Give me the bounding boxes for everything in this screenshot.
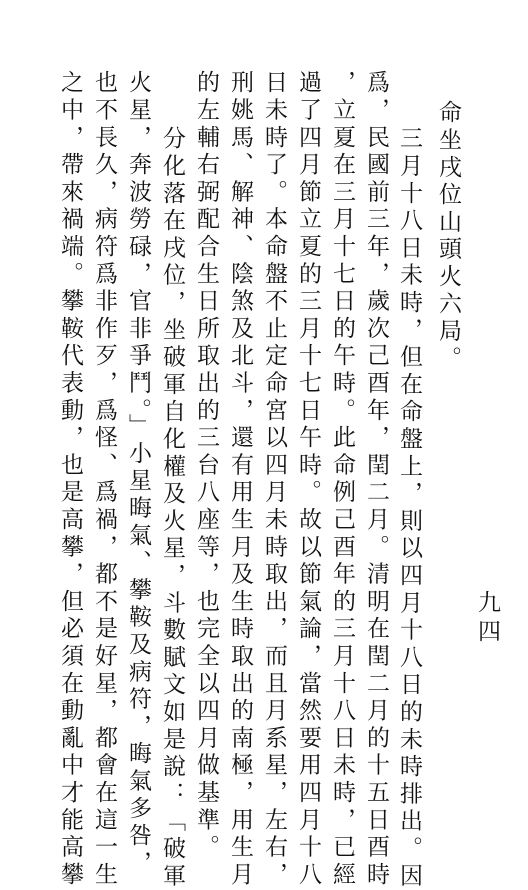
text-column-9: 分化落在戌位，坐破軍自化權及火星，斗數賦文如是說：「破軍 — [159, 126, 185, 890]
text-column-1: 命坐戌位山頭火六局。 — [435, 100, 461, 373]
text-column-8: 的左輔右弼配合生日所取出的三台八座等，也完全以四月做基準。 — [193, 70, 219, 862]
text-column-7: 刑姚馬、解神、陰煞及北斗，還有用生月及生時取出的南極，用生月 — [227, 70, 253, 889]
text-column-10: 火星，奔波勞碌，官非爭鬥。」小星晦氣、攀鞍及病符，晦氣多咎， — [125, 70, 151, 878]
text-column-11: 也不長久，病符爲非作歹，爲怪、爲禍，都不是好星，都會在這一生 — [91, 70, 117, 889]
page-number: 九四 — [474, 590, 500, 648]
text-column-2: 三月十八日未時，但在命盤上，則以四月十八日的未時排出。因 — [396, 126, 422, 890]
text-column-5: 過了四月節立夏的三月十七日午時。故以節氣論，當然要用四月十八 — [295, 70, 321, 889]
text-column-12: 之中，帶來禍端。攀鞍代表動，也是高攀，但必須在動亂中才能高攀 — [57, 70, 83, 889]
text-column-4: ，立夏在三月十七日的午時。此命例己酉年的三月十八日未時，已經 — [329, 70, 355, 889]
text-column-3: 爲，民國前三年，歲次己酉年，閏二月。清明在閏二月的十五日酉時 — [363, 70, 389, 889]
text-column-6: 日未時了。本命盤不止定命宮以四月未時取出，而且月系星，左右， — [261, 70, 287, 889]
